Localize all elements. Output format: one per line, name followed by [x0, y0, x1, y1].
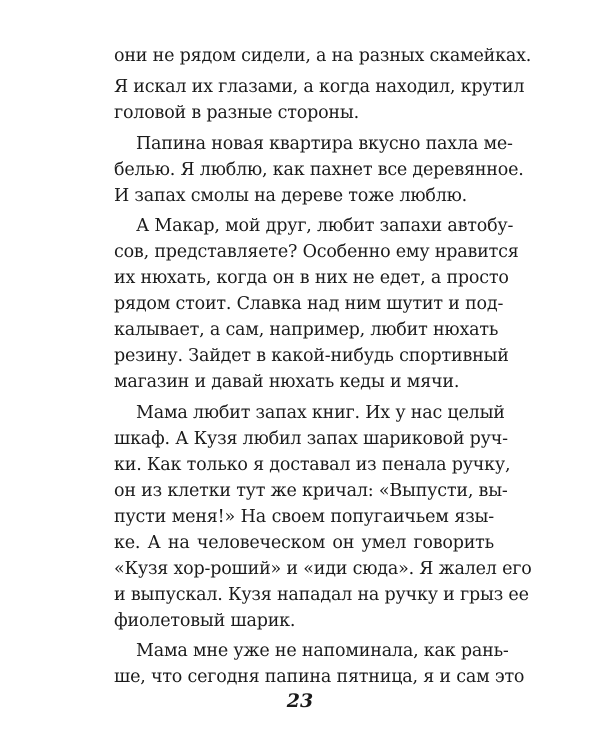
text-line: магазин и давай нюхать кеды и мячи. — [114, 372, 460, 392]
text-line: Я искал их глазами, а когда находил, крутил — [114, 77, 525, 97]
text-line: калывает, а сам, например, любит нюхать — [114, 320, 499, 340]
text-line: ке. А на человеческом он умел говорить — [114, 533, 494, 553]
text-line: сов, представляете? Особенно ему нравится — [114, 242, 519, 262]
text-line: И запах смолы на дереве тоже люблю. — [114, 186, 468, 206]
text-line: и выпускал. Кузя нападал на ручку и грыз ее — [114, 585, 529, 605]
page-number: 23 — [286, 690, 314, 712]
text-line: они не рядом сидели, а на разных скамейках. — [114, 46, 532, 66]
text-line: ше, что сегодня папина пятница, я и сам это — [114, 667, 525, 687]
text-line: «Кузя хор-роший» и «иди сюда». Я жалел его — [114, 559, 532, 579]
text-line: белью. Я люблю, как пахнет все деревянное. — [114, 160, 524, 180]
text-line: ки. Как только я доставал из пенала ручку, — [114, 455, 511, 475]
text-line: шкаф. А Кузя любил запах шариковой руч- — [114, 429, 508, 449]
text-line: он из клетки тут же кричал: «Выпусти, вы- — [114, 481, 508, 501]
text-line: Мама мне уже не напоминала, как рань- — [136, 641, 509, 661]
text-line: А Макар, мой друг, любит запахи автобу- — [136, 216, 514, 236]
text-line: Папина новая квартира вкусно пахла ме- — [136, 134, 513, 154]
text-line: Мама любит запах книг. Их у нас целый — [136, 403, 505, 423]
text-line: их нюхать, когда он в них не едет, а просто — [114, 268, 509, 288]
text-line: головой в разные стороны. — [114, 103, 359, 123]
text-line: пусти меня!» На своем попугаичьем язы- — [114, 507, 494, 527]
text-line: резину. Зайдет в какой-нибудь спортивный — [114, 346, 509, 366]
text-line: рядом стоит. Славка над ним шутит и под- — [114, 294, 504, 314]
text-line: фиолетовый шарик. — [114, 611, 296, 631]
